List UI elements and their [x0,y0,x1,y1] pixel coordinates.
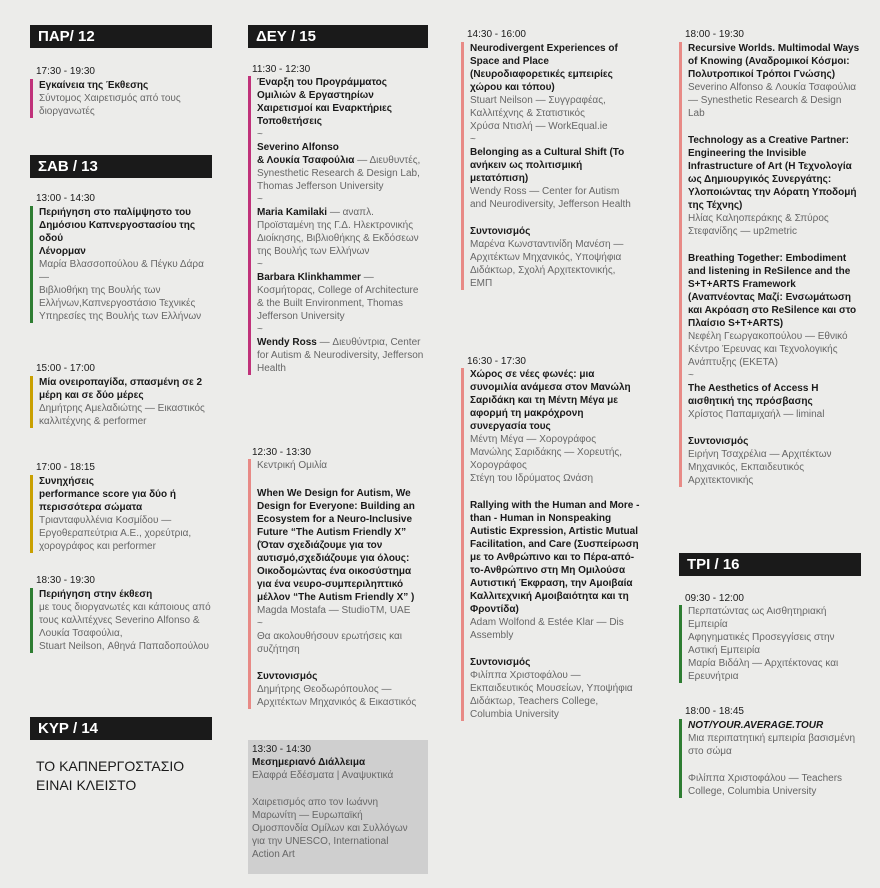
event-block [248,459,425,709]
event-subtitle: Κεντρική Ομιλία [257,460,328,471]
event-desc: Stuart Neilson — Συγγραφέας, Καλλιτέχνης & Στατιστικός [470,95,606,119]
event-desc: Μέντη Μέγα — Χορογράφος Μανώλης Σαριδάκης — Χορευτής, Χορογράφος [470,434,623,471]
speaker-name-2: & Λουκία Τσαφούλια [257,155,355,166]
event-time: 18:00 - 18:45 [685,706,744,717]
event-time: 15:00 - 17:00 [36,363,95,374]
event-desc: Μια περιπατητική εμπειρία βασισμένη στο σώμα [688,733,856,757]
event-time: 18:30 - 19:30 [36,575,95,586]
coordination-label: Συντονισμός [470,226,531,237]
separator: ~ [257,618,263,629]
event-desc: Δημήτρης Αμελαδιώτης — Εικαστικός καλλιτέχνης & performer [39,403,205,427]
event-time: 11:30 - 12:30 [252,64,311,75]
event-title: Recursive Worlds. Multimodal Ways of Knowing (Αναδρομικοί Κόσμοι: Πολυτροπικοί Τρόποι Γνώσης) [688,43,860,80]
separator: ~ [257,259,263,270]
event-title: Περιήγηση στο παλίμψηστο του Δημόσιου Καπνεργοστασίου της οδού [39,207,196,244]
day-header-mon: ΔΕΥ / 15 [248,25,428,48]
speaker-desc: — Διευθυντές, Synesthetic Research & Design Lab, Thomas Jefferson University [257,155,421,192]
event-block [30,588,211,653]
speaker-desc: — Κοσμήτορας, College of Architecture & the Built Environment, Thomas Jefferson University [257,272,419,322]
event-block [30,79,211,118]
event-block [30,206,211,323]
event-desc-2: Στέγη του Ιδρύματος Ωνάση [470,473,594,484]
day-header-fri: ΠΑΡ/ 12 [30,25,212,48]
event-block [461,42,638,290]
event-desc-2: Ηλίας Καληοπεράκης & Σπύρος Στεφανίδης — up2metric [688,213,829,237]
event-desc: Σύντομος Χαιρετισμός από τους διοργανωτές [39,93,181,117]
event-title: NOT/YOUR.AVERAGE.TOUR [688,720,824,731]
event-desc: Ελαφρά Εδέσματα | Αναψυκτικά [252,770,394,781]
event-title-2: performance score για δύο ή περισσότερα σώματα [39,489,176,513]
coordination-label: Συντονισμός [688,436,749,447]
event-block [30,475,211,553]
event-desc-3: Adam Wolfond & Estée Klar — Dis Assembly [470,617,624,641]
event-title: When We Design for Autism, We Design for Everyone: Building an Ecosystem for a Neuro-Inclusive Future “The Autism Friendly X” (Όταν σχεδιάζουμε για τον αυτισμό,σχεδιάζουμε για όλους: Οικοδομώντας ένα οικοσύστημα για ένα νευρο-συμπεριληπτικό μέλλον “The Autism Friendly X” ) [257,488,415,603]
event-desc-2: Βιβλιοθήκη της Βουλής των Ελλήνων,Καπνεργοστάσιο Τεχνικές Υπηρεσίες της Βουλής των Ελλήνων [39,285,202,322]
closed-note: ΤΟ ΚΑΠΝΕΡΓΟΣΤΑΣΙΟ ΕΙΝΑΙ ΚΛΕΙΣΤΟ [36,758,185,793]
day-header-sun: ΚΥΡ / 14 [30,717,212,740]
coordination-label: Συντονισμός [470,657,531,668]
event-title: Συνηχήσεις [39,476,94,487]
separator: ~ [257,324,263,335]
speaker-desc: — αναπλ. Προϊσταμένη της Γ.Δ. Ηλεκτρονικής Διοίκησης, Βιβλιοθήκης & Εκδόσεων της Βουλής των Ελλήνων [257,207,419,257]
event-desc: Τριανταφυλλένια Κοσμίδου — Εργοθεραπεύτρια Α.Ε., χορεύτρια, χορογράφος και performer [39,515,192,552]
coordination-desc: Δημήτρης Θεοδωρόπουλος — Αρχιτέκτων Μηχανικός & Εικαστικός [257,684,417,708]
event-desc-4: Χρίστος Παπαμιχαήλ — liminal [688,409,825,420]
separator: ~ [257,194,263,205]
event-desc: Severino Alfonso & Λουκία Τσαφούλια — Synesthetic Research & Design Lab [688,82,857,119]
event-desc-2: Αφηγηματικές Προσεγγίσεις στην Αστική Εμπειρία [688,632,835,656]
event-desc-3: Wendy Ross — Center for Autism and Neurodiversity, Jefferson Health [470,186,631,210]
coordination-desc: Φιλίππα Χριστοφάλου — Εκπαιδευτικός Μουσείων, Υποψήφια Διδάκτωρ, Teachers College, Columbia University [470,670,633,720]
event-block [461,368,640,721]
event-desc-2: Θα ακολουθήσουν ερωτήσεις και συζήτηση [257,631,403,655]
event-title: Neurodivergent Experiences of Space and Place (Νευροδιαφορετικές εμπειρίες χώρου και τόπου) [470,43,618,93]
event-time: 17:30 - 19:30 [36,66,95,77]
event-time: 17:00 - 18:15 [36,462,95,473]
event-time: 16:30 - 17:30 [467,356,526,367]
separator: ~ [470,134,476,145]
event-block [679,719,858,798]
event-desc-2: Χρύσα Ντισλή — WorkEqual.ie [470,121,608,132]
coordination-label: Συντονισμός [257,671,318,682]
event-desc: Περπατώντας ως Αισθητηριακή Εμπειρία [688,606,827,630]
event-desc: με τους διοργανωτές και κάποιους από τους καλλιτέχνες Severino Alfonso & Λουκία Τσαφούλια, [39,602,211,639]
event-desc: Magda Mostafa — StudioTM, UAE [257,605,411,616]
event-block [679,42,860,487]
event-title: Έναρξη του Προγράμματος Ομιλιών & Εργαστηρίων Χαιρετισμοί και Εναρκτήριες Τοποθετήσεις [257,77,392,127]
event-title-2: Rallying with the Human and More - than - Human in Nonspeaking Autistic Expression, Artistic Mutual Facilitation, and Care (Συσπείρωση με το Ανθρώπινο και το Πέρα-από-το-Ανθρώπινο στη Μη Ομιλούσα Αυτιστική Έκφραση, την Αμοιβαία Καλλιτεχνική Αμοιβαιότητα και τη Φροντίδα) [470,500,640,615]
separator: ~ [688,370,694,381]
day-header-sat: ΣΑΒ / 13 [30,155,212,178]
event-title: Περιήγηση στην έκθεση [39,589,153,600]
event-desc: Μαρία Βλασσοπούλου & Πέγκυ Δάρα — [39,259,204,283]
coordination-desc: Ειρήνη Τσαχρέλια — Αρχιτέκτων Μηχανικός, Εκπαιδευτικός Αρχιτεκτονικής [688,449,832,486]
event-desc-2: Φιλίππα Χριστοφάλου — Teachers College, Columbia University [688,773,843,797]
event-title: Μεσημεριανό Διάλλειμα [252,757,366,768]
event-desc-2: Χαιρετισμός απο τον Ιωάννη Μαρωνίτη — Ευρωπαϊκή Ομοσπονδία Ομίλων και Συλλόγων για την UNESCO, International Action Art [252,797,408,860]
separator: ~ [257,129,263,140]
speaker-name: Severino Alfonso [257,142,339,153]
event-block [248,76,425,375]
event-title-2: Technology as a Creative Partner: Engineering the Invisible Infrastructure of Art (Η Τεχνολογία ως Δημιουργικός Συνεργάτης: Υλοποιώντας την Αόρατη Υποδομή της Τέχνης) [688,135,857,211]
event-title: Χώρος σε νέες φωνές: μια συνομιλία ανάμεσα στον Μανώλη Σαριδάκη και τη Μέντη Μέγα με αφορμή τη μακρόχρονη συνεργασία τους [470,369,631,432]
event-desc-3: Νεφέλη Γεωργακοπούλου — Εθνικό Κέντρο Έρευνας και Τεχνολογικής Ανάπτυξης (ΕΚΕΤΑ) [688,331,848,368]
speaker-name: Maria Kamilaki [257,207,328,218]
event-title-3: Breathing Together: Embodiment and listening in ReSilence and the S+T+ARTS Framework (Αναπνέοντας Μαζί: Ενσωμάτωση και Ακρόαση στο ReSilence και στο Πλαίσιο S+T+ARTS) [688,253,857,329]
event-title-4: The Aesthetics of Access Η αισθητική της πρόσβασης [688,383,819,407]
event-time: 13:30 - 14:30 [252,744,311,755]
event-title-2: Λένορμαν [39,246,86,257]
event-time: 09:30 - 12:00 [685,593,744,604]
day-header-tue: ΤΡΙ / 16 [679,553,861,576]
event-title: Μία ονειροπαγίδα, σπασμένη σε 2 μέρη και σε δύο μέρες [39,377,203,401]
speaker-name: Barbara Klinkhammer [257,272,361,283]
event-desc-2: Stuart Neilson, Αθηνά Παπαδοπούλου [39,641,209,652]
event-title: Εγκαίνεια της Έκθεσης [39,80,149,91]
event-title-2: Belonging as a Cultural Shift (Το ανήκειν ως πολιτισμική μετατόπιση) [470,147,625,184]
event-desc-3: Μαρία Βιδάλη — Αρχιτέκτονας και Ερευνήτρια [688,658,839,682]
speaker-name: Wendy Ross [257,337,317,348]
event-block [248,756,418,861]
speaker-desc: — Διευθύντρια, Center for Autism & Neurodiversity, Jefferson Health [257,337,424,374]
event-time: 18:00 - 19:30 [685,29,744,40]
coordination-desc: Μαρένα Κωνσταντινίδη Μανέση — Αρχιτέκτων Μηχανικός, Υποψήφια Διδάκτωρ, Σχολή Αρχιτεκτονικής, ΕΜΠ [470,239,624,289]
event-time: 12:30 - 13:30 [252,447,311,458]
event-block [679,605,858,683]
event-time: 13:00 - 14:30 [36,193,95,204]
event-time: 14:30 - 16:00 [467,29,526,40]
event-block [30,376,219,428]
